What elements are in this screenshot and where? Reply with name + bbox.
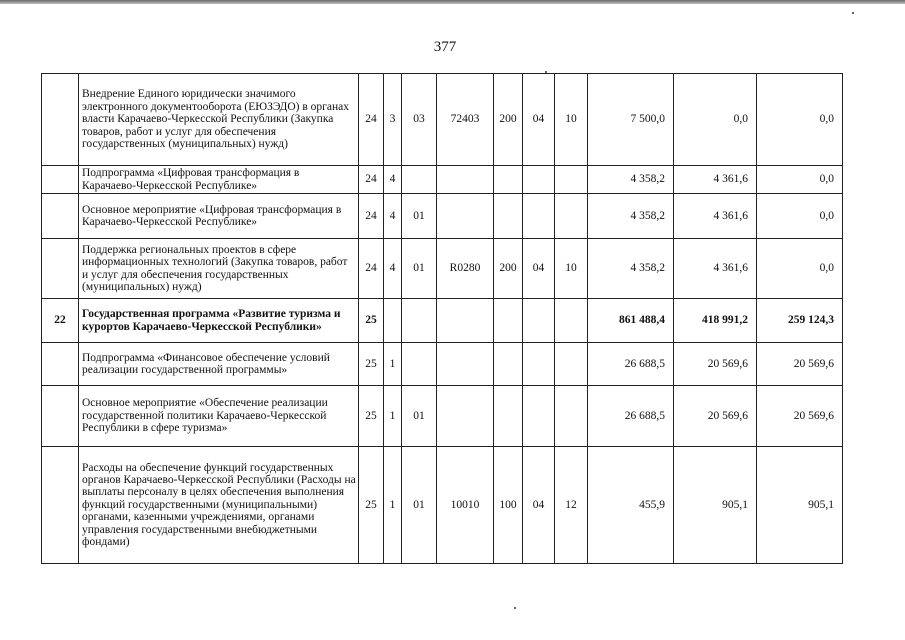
amount-year3-cell: 0,0: [757, 194, 843, 239]
section-cell: 04: [523, 74, 555, 166]
subsection-cell: [555, 194, 588, 239]
expense-type-cell: [494, 194, 523, 239]
row-number-cell: [42, 74, 79, 166]
amount-year2-cell: 905,1: [674, 447, 757, 564]
activity-code-cell: 01: [402, 194, 437, 239]
table-row: [42, 239, 843, 299]
subsection-cell: [555, 343, 588, 386]
table-row: [42, 299, 843, 343]
page-number: 377: [433, 39, 457, 55]
direction-code-cell: [437, 299, 494, 343]
row-number-cell: [42, 194, 79, 239]
table-row: [42, 74, 843, 166]
amount-year1-cell: 4 358,2: [588, 239, 674, 299]
budget-table: [41, 73, 843, 564]
row-name-cell: Поддержка региональных проектов в сфере информационных технологий (Закупка товаров, работ и услуг для обеспечения государственных (муниципальных) нужд): [79, 239, 359, 299]
amount-year1-cell: 4 358,2: [588, 194, 674, 239]
subprogram-code-cell: 4: [384, 239, 402, 299]
scan-speck: [852, 12, 854, 14]
expense-type-cell: [494, 386, 523, 447]
row-name-cell: Подпрограмма «Цифровая трансформация в Карачаево-Черкесской Республике»: [79, 166, 359, 194]
amount-year3-cell: 0,0: [757, 74, 843, 166]
direction-code-cell: [437, 343, 494, 386]
activity-code-cell: [402, 299, 437, 343]
activity-code-cell: 01: [402, 447, 437, 564]
amount-year1-cell: 861 488,4: [588, 299, 674, 343]
direction-code-cell: 72403: [437, 74, 494, 166]
amount-year2-cell: 20 569,6: [674, 386, 757, 447]
table-row: [42, 166, 843, 194]
program-code-cell: 25: [359, 299, 384, 343]
table-row: [42, 194, 843, 239]
table-row: [42, 447, 843, 564]
table-row: [42, 386, 843, 447]
table-row: [42, 343, 843, 386]
row-number-cell: 22: [42, 299, 79, 343]
subsection-cell: [555, 299, 588, 343]
row-name-cell: Основное мероприятие «Цифровая трансформация в Карачаево-Черкесской Республике»: [79, 194, 359, 239]
subprogram-code-cell: 4: [384, 194, 402, 239]
section-cell: [523, 299, 555, 343]
amount-year3-cell: 905,1: [757, 447, 843, 564]
row-number-cell: [42, 343, 79, 386]
direction-code-cell: [437, 166, 494, 194]
amount-year3-cell: 0,0: [757, 166, 843, 194]
row-name-cell: Расходы на обеспечение функций государственных органов Карачаево-Черкесской Республики (Расходы на выплаты персоналу в целях обеспечения выполнения функций государственными (муниципальными) органами, казенными учреждениями, органами управления государственными внебюджетными фондами): [79, 447, 359, 564]
amount-year2-cell: 418 991,2: [674, 299, 757, 343]
scan-speck: [514, 607, 516, 609]
amount-year2-cell: 20 569,6: [674, 343, 757, 386]
section-cell: [523, 166, 555, 194]
scan-speck: [545, 71, 547, 73]
section-cell: [523, 343, 555, 386]
amount-year1-cell: 26 688,5: [588, 343, 674, 386]
subsection-cell: [555, 386, 588, 447]
row-name-cell: Основное мероприятие «Обеспечение реализации государственной политики Карачаево-Черкесской Республики в сфере туризма»: [79, 386, 359, 447]
subsection-cell: 12: [555, 447, 588, 564]
amount-year2-cell: 4 361,6: [674, 194, 757, 239]
amount-year1-cell: 7 500,0: [588, 74, 674, 166]
subprogram-code-cell: [384, 299, 402, 343]
subprogram-code-cell: 1: [384, 386, 402, 447]
direction-code-cell: R0280: [437, 239, 494, 299]
direction-code-cell: 10010: [437, 447, 494, 564]
subsection-cell: [555, 166, 588, 194]
subprogram-code-cell: 1: [384, 343, 402, 386]
amount-year3-cell: 259 124,3: [757, 299, 843, 343]
amount-year2-cell: 0,0: [674, 74, 757, 166]
expense-type-cell: 100: [494, 447, 523, 564]
expense-type-cell: [494, 343, 523, 386]
activity-code-cell: 01: [402, 239, 437, 299]
section-cell: 04: [523, 239, 555, 299]
program-code-cell: 24: [359, 74, 384, 166]
amount-year3-cell: 20 569,6: [757, 386, 843, 447]
activity-code-cell: [402, 166, 437, 194]
expense-type-cell: 200: [494, 239, 523, 299]
row-name-cell: Внедрение Единого юридически значимого электронного документооборота (ЕЮЗЭДО) в органах власти Карачаево-Черкесской Республики (Закупка товаров, работ и услуг для обеспечения государственных (муниципальных) нужд): [79, 74, 359, 166]
subprogram-code-cell: 3: [384, 74, 402, 166]
row-number-cell: [42, 239, 79, 299]
program-code-cell: 24: [359, 239, 384, 299]
activity-code-cell: 01: [402, 386, 437, 447]
program-code-cell: 24: [359, 166, 384, 194]
amount-year3-cell: 0,0: [757, 239, 843, 299]
amount-year1-cell: 26 688,5: [588, 386, 674, 447]
amount-year2-cell: 4 361,6: [674, 166, 757, 194]
amount-year1-cell: 455,9: [588, 447, 674, 564]
section-cell: 04: [523, 447, 555, 564]
direction-code-cell: [437, 194, 494, 239]
section-cell: [523, 386, 555, 447]
program-code-cell: 24: [359, 194, 384, 239]
program-code-cell: 25: [359, 447, 384, 564]
subprogram-code-cell: 4: [384, 166, 402, 194]
direction-code-cell: [437, 386, 494, 447]
amount-year2-cell: 4 361,6: [674, 239, 757, 299]
subprogram-code-cell: 1: [384, 447, 402, 564]
amount-year3-cell: 20 569,6: [757, 343, 843, 386]
expense-type-cell: 200: [494, 74, 523, 166]
activity-code-cell: [402, 343, 437, 386]
row-name-cell: Государственная программа «Развитие туризма и курортов Карачаево-Черкесской Республики»: [79, 299, 359, 343]
row-number-cell: [42, 166, 79, 194]
row-name-cell: Подпрограмма «Финансовое обеспечение условий реализации государственной программы»: [79, 343, 359, 386]
subsection-cell: 10: [555, 239, 588, 299]
program-code-cell: 25: [359, 343, 384, 386]
scan-top-edge: [0, 0, 905, 4]
row-number-cell: [42, 386, 79, 447]
subsection-cell: 10: [555, 74, 588, 166]
section-cell: [523, 194, 555, 239]
expense-type-cell: [494, 299, 523, 343]
program-code-cell: 25: [359, 386, 384, 447]
expense-type-cell: [494, 166, 523, 194]
row-number-cell: [42, 447, 79, 564]
activity-code-cell: 03: [402, 74, 437, 166]
amount-year1-cell: 4 358,2: [588, 166, 674, 194]
